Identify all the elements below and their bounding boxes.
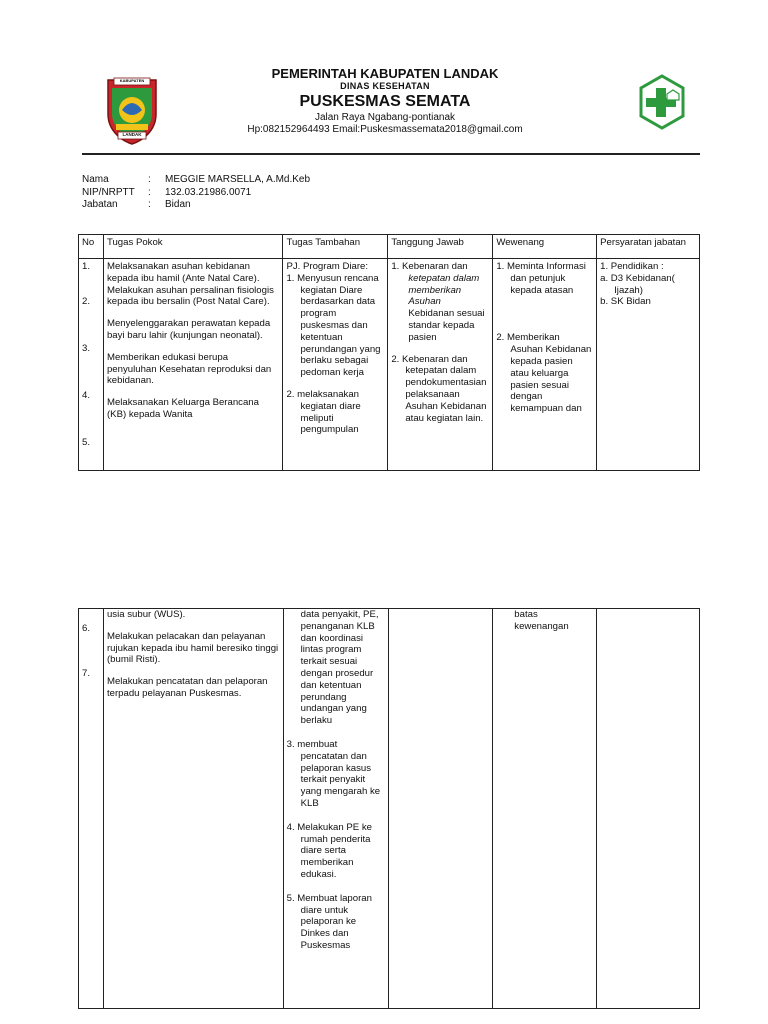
logo-text-top: KABUPATEN bbox=[119, 78, 145, 83]
tugas-pokok-item: Menyelenggarakan perawatan kepada bayi baru lahir (kunjungan neonatal). bbox=[106, 318, 271, 341]
persyaratan-item: a. D3 Kebidanan( Ijazah) bbox=[600, 272, 675, 296]
tugas-tambahan-cell bbox=[283, 609, 388, 1009]
tugas-tambahan-item: 4. Melakukan PE ke rumah penderita diare serta memberikan edukasi. bbox=[286, 821, 372, 880]
persyaratan-cell bbox=[597, 259, 700, 471]
persyaratan-item: b. SK Bidan bbox=[600, 296, 651, 308]
tugas-pokok-cell bbox=[103, 259, 283, 471]
tugas-pokok-item: Melaksanakan asuhan kebidanan kepada ibu hamil (Ante Natal Care). bbox=[106, 261, 260, 284]
wewenang-item: 2. Memberikan Asuhan Kebidanan kepada pasien atau keluarga pasien sesuai dengan kemampuan dan bbox=[496, 332, 592, 415]
row-number: 5. bbox=[82, 437, 91, 448]
tugas-pokok-item: Melakukan pencatatan dan pelaporan terpadu pelayanan Puskesmas. bbox=[106, 676, 268, 699]
tugas-tambahan-title: PJ. Program Diare: bbox=[286, 261, 369, 272]
persyaratan-cell bbox=[597, 609, 700, 1009]
tugas-pokok-item: Memberikan edukasi berupa penyuluhan Kesehatan reproduksi dan kebidanan. bbox=[106, 351, 272, 387]
wewenang-item: 1. Meminta Informasi dan petunjuk kepada atasan bbox=[496, 261, 586, 296]
header-department: DINAS KESEHATAN bbox=[340, 81, 430, 91]
tugas-pokok-item: Melaksanakan Keluarga Berancana (KB) kepada Wanita bbox=[106, 397, 259, 420]
row-number: 3. bbox=[82, 343, 91, 354]
employee-identity bbox=[82, 174, 310, 212]
header-government: PEMERINTAH KABUPATEN LANDAK bbox=[271, 66, 499, 81]
header-tugas-tambahan: Tugas Tambahan bbox=[283, 235, 388, 259]
identity-colon: : bbox=[148, 186, 151, 198]
tugas-tambahan-item: 3. membuat pencatatan dan pelaporan kasus terkait penyakit yang mengarah ke KLB bbox=[286, 738, 381, 809]
tanggung-jawab-cell bbox=[388, 609, 493, 1009]
identity-value: MEGGIE MARSELLA, A.Md.Keb bbox=[165, 174, 311, 185]
row-number: 6. bbox=[82, 623, 91, 634]
row-number: 2. bbox=[82, 296, 91, 307]
table-header-row bbox=[79, 235, 700, 259]
tugas-tambahan-cell bbox=[283, 259, 388, 471]
identity-colon: : bbox=[148, 199, 151, 210]
persyaratan-item: 1. Pendidikan : bbox=[600, 261, 664, 272]
tugas-pokok-item: Melakukan asuhan persalinan fisiologis kepada ibu bersalin (Post Natal Care). bbox=[106, 284, 274, 308]
row-number: 1. bbox=[82, 261, 91, 272]
no-cell bbox=[79, 259, 104, 471]
job-table-page2 bbox=[78, 608, 700, 1009]
tanggung-jawab-item: 1. Kebenaran dan bbox=[391, 261, 468, 272]
row-number: 4. bbox=[82, 390, 91, 401]
logo-text-bottom: LANDAK bbox=[122, 132, 142, 137]
header-tanggung-jawab: Tanggung Jawab bbox=[388, 235, 493, 259]
header-address: Jalan Raya Ngabang-pontianak bbox=[314, 112, 456, 123]
wewenang-cell bbox=[493, 609, 597, 1009]
header-contact: Hp:082152964493 Email:Puskesmassemata2018@gmail.com bbox=[247, 124, 523, 135]
tugas-tambahan-item: 2. melaksanakan kegiatan diare meliputi pengumpulan bbox=[286, 388, 361, 436]
tugas-tambahan-item: data penyakit, PE, penanganan KLB dan koordinasi lintas program terkait sesuai dengan prosedur dan ketentuan perundang undangan yang berlaku bbox=[300, 609, 379, 727]
tugas-pokok-cell bbox=[103, 609, 283, 1009]
tugas-tambahan-item: 5. Membuat laporan diare untuk pelaporan ke Dinkes dan Puskesmas bbox=[286, 892, 372, 951]
header-divider bbox=[82, 153, 700, 155]
header-no: No bbox=[79, 235, 104, 259]
identity-label: NIP/NRPTT bbox=[82, 186, 135, 198]
identity-colon: : bbox=[148, 174, 151, 185]
header-puskesmas: PUSKESMAS SEMATA bbox=[299, 93, 471, 110]
no-cell bbox=[79, 609, 104, 1009]
identity-label: Nama bbox=[82, 174, 109, 185]
row-number: 7. bbox=[82, 668, 91, 679]
header-wewenang: Wewenang bbox=[493, 235, 597, 259]
identity-value: Bidan bbox=[165, 199, 191, 210]
tanggung-jawab-cell bbox=[388, 259, 493, 471]
puskesmas-logo bbox=[635, 74, 689, 130]
identity-label: Jabatan bbox=[82, 199, 118, 210]
tanggung-jawab-item: Kebidanan sesuai standar kepada pasien bbox=[408, 308, 485, 343]
header-tugas-pokok: Tugas Pokok bbox=[103, 235, 283, 259]
tugas-pokok-item: usia subur (WUS). bbox=[106, 609, 186, 620]
tugas-tambahan-item: 1. Menyusun rencana kegiatan Diare berdasarkan data program puskesmas dan ketentuan perundangan yang berlaku sebagai pedoman kerja bbox=[286, 272, 381, 379]
wewenang-cell bbox=[493, 259, 597, 471]
identity-row-position bbox=[82, 199, 310, 212]
tugas-pokok-item: Melakukan pelacakan dan pelayanan rujukan kepada ibu hamil beresiko tinggi (bumil Risti). bbox=[106, 630, 279, 666]
identity-row-nip bbox=[82, 187, 310, 200]
header-persyaratan: Persyaratan jabatan bbox=[597, 235, 700, 259]
identity-row-name bbox=[82, 174, 310, 187]
job-table-page1 bbox=[78, 234, 700, 471]
tanggung-jawab-item: 2. Kebenaran dan ketepatan dalam pendokumentasian pelaksanaan Asuhan Kebidanan atau kegiatan lain. bbox=[391, 353, 487, 424]
table-row bbox=[79, 259, 700, 471]
wewenang-item: batas kewenangan bbox=[514, 609, 569, 632]
table-row bbox=[79, 609, 700, 1009]
identity-value: 132.03.21986.0071 bbox=[165, 186, 252, 198]
tanggung-jawab-item: ketepatan dalam memberikan Asuhan bbox=[408, 272, 480, 308]
